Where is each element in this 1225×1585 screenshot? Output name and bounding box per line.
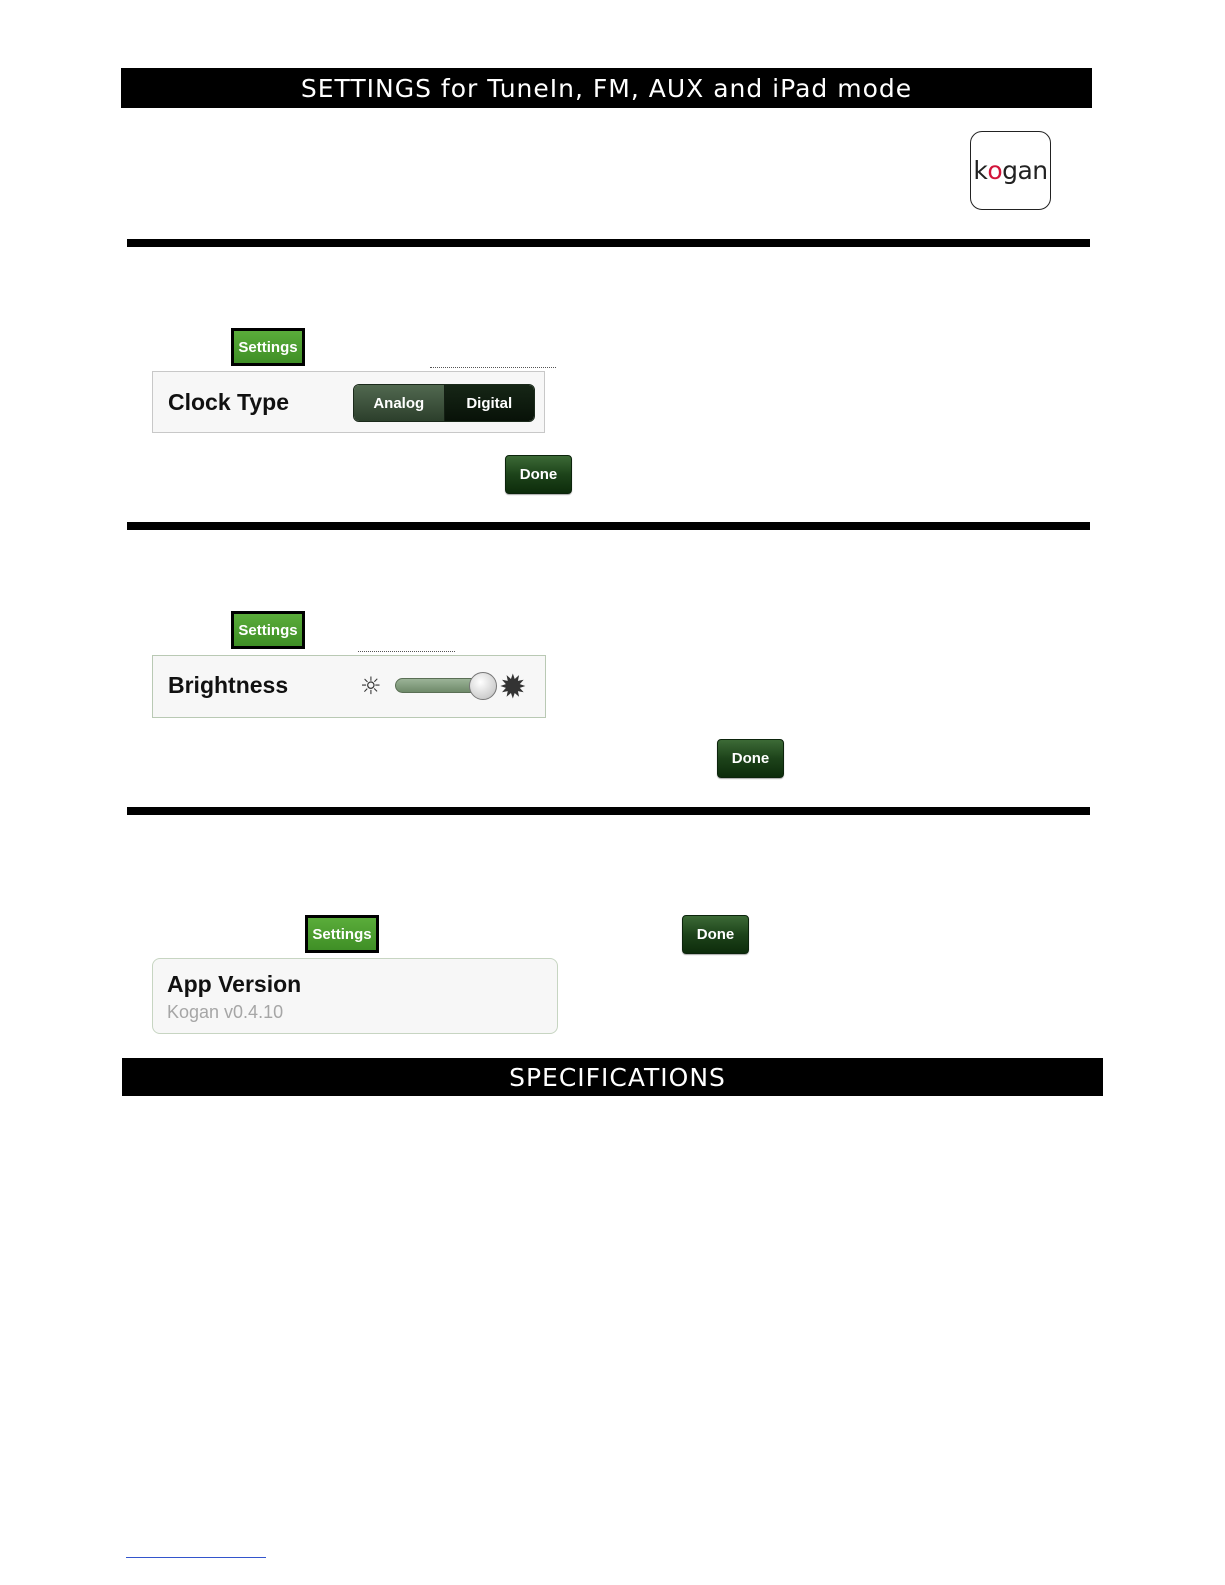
settings-button[interactable]: Settings — [305, 915, 379, 953]
done-button[interactable]: Done — [505, 455, 572, 494]
section-divider — [127, 522, 1090, 530]
digital-option[interactable]: Digital — [445, 385, 535, 421]
kogan-app-icon — [970, 131, 1051, 210]
section-divider — [127, 807, 1090, 815]
dotted-underline — [358, 651, 455, 652]
settings-button[interactable]: Settings — [231, 328, 305, 366]
section-title-settings: SETTINGS for TuneIn, FM, AUX and iPad mode — [121, 68, 1092, 108]
app-version-label: App Version — [167, 971, 302, 997]
app-version-value: Kogan v0.4.10 — [167, 1002, 284, 1022]
dotted-underline — [430, 367, 556, 368]
clock-type-segmented-control[interactable] — [353, 384, 535, 422]
sun-large-icon: ✹ — [499, 667, 527, 706]
sun-small-icon: ☼ — [360, 672, 382, 700]
clock-type-label: Clock Type — [168, 389, 289, 415]
footer-link-underline — [126, 1557, 266, 1558]
section-title-specifications: SPECIFICATIONS — [122, 1058, 1103, 1096]
done-button[interactable]: Done — [717, 739, 784, 778]
section-divider — [127, 239, 1090, 247]
logo-letter-k: k — [973, 156, 988, 185]
done-button[interactable]: Done — [682, 915, 749, 954]
analog-option[interactable]: Analog — [354, 385, 445, 421]
settings-button[interactable]: Settings — [231, 611, 305, 649]
logo-letters-gan: gan — [1002, 156, 1048, 185]
power-icon: o — [987, 156, 1003, 185]
brightness-label: Brightness — [168, 672, 289, 698]
